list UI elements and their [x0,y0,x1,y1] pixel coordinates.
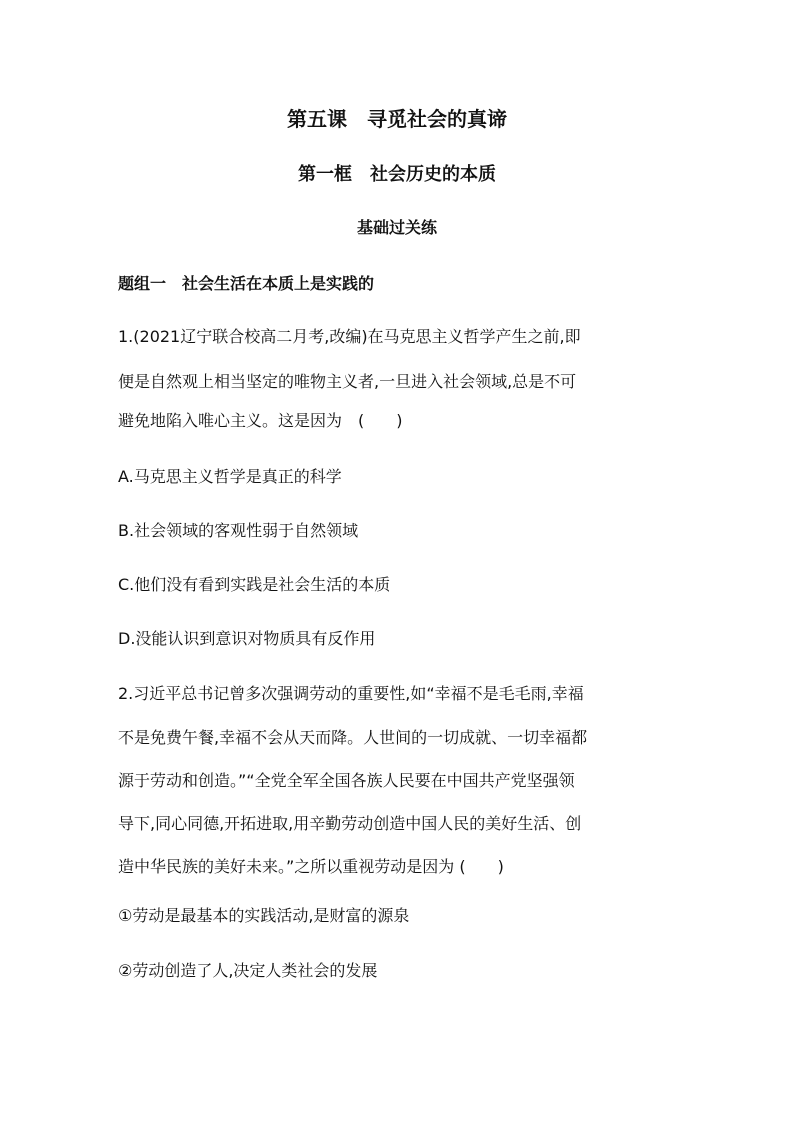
exercise-heading: 基础过关练 [356,218,437,237]
question-2-line-4: 导下,同心同德,开拓进取,用辛勤劳动创造中国人民的美好生活、创 [118,814,582,833]
question-1-option-b: B.社会领域的客观性弱于自然领域 [118,521,359,540]
question-2-line-1: 2.习近平总书记曾多次强调劳动的重要性,如“幸福不是毛毛雨,幸福 [118,684,584,703]
question-1-line-2: 便是自然观上相当坚定的唯物主义者,一旦进入社会领域,总是不可 [118,372,577,391]
question-2-statement-2: ②劳动创造了人,决定人类社会的发展 [118,961,378,980]
question-1-option-d: D.没能认识到意识对物质具有反作用 [118,629,376,648]
question-2-line-3: 源于劳动和创造。”“全党全军全国各族人民要在中国共产党坚强领 [118,771,575,790]
question-1-option-c: C.他们没有看到实践是社会生活的本质 [118,575,391,594]
lesson-title: 第五课 寻觅社会的真谛 [287,107,507,131]
question-2-line-2: 不是免费午餐,幸福不会从天而降。人世间的一切成就、一切幸福都 [118,728,588,747]
question-1-line-3: 避免地陷入唯心主义。这是因为 ( ) [118,411,403,430]
section-subtitle: 第一框 社会历史的本质 [298,164,496,185]
question-1-line-1: 1.(2021辽宁联合校高二月考,改编)在马克思主义哲学产生之前,即 [118,327,581,346]
question-2-statement-1: ①劳动是最基本的实践活动,是财富的源泉 [118,906,410,925]
question-1-option-a: A.马克思主义哲学是真正的科学 [118,467,342,486]
question-2-line-5: 造中华民族的美好未来。”之所以重视劳动是因为 ( ) [118,857,504,876]
question-group-heading: 题组一 社会生活在本质上是实践的 [118,274,375,293]
